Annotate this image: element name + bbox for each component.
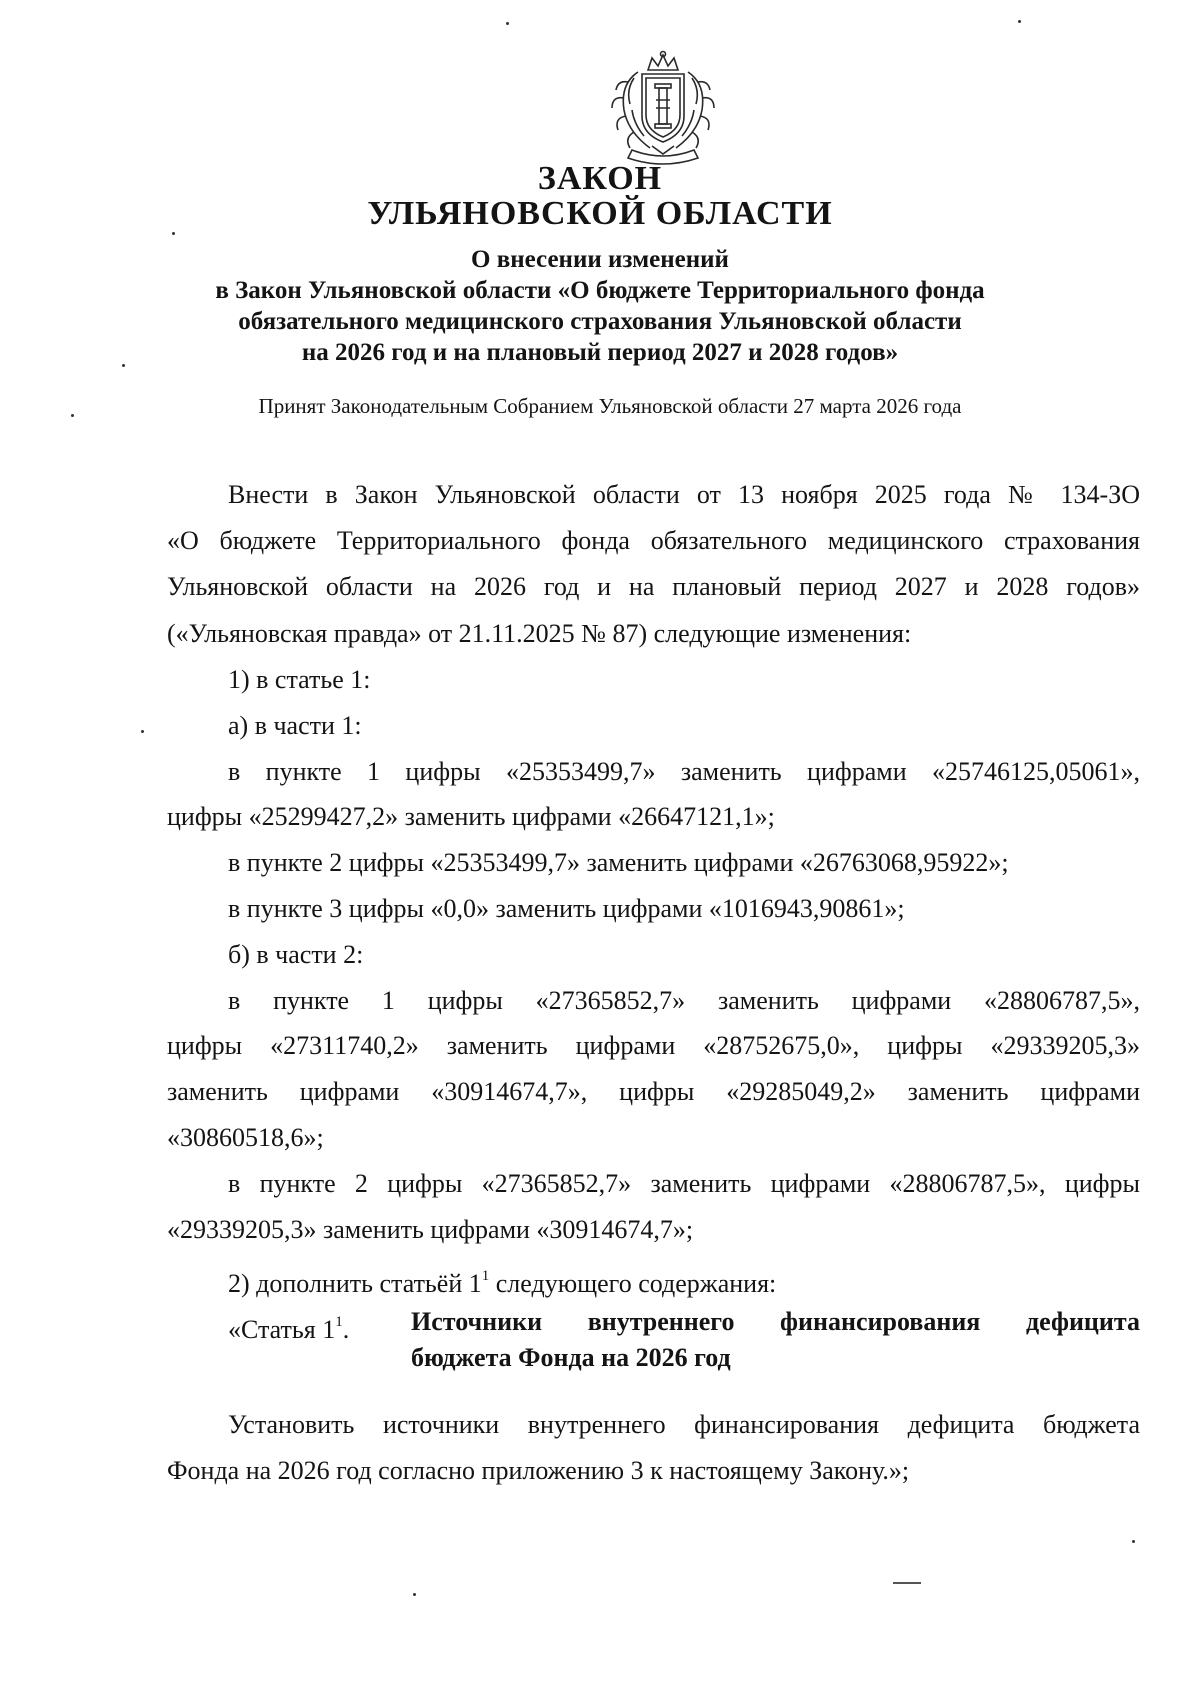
- law-title-line1: ЗАКОН: [537, 160, 663, 197]
- article-text-line1: Установить источники внутреннего финансирования дефицита бюджета: [228, 1410, 1140, 1439]
- article-label-superscript: 1: [335, 1314, 343, 1330]
- item-2-superscript: 1: [481, 1268, 490, 1284]
- part2-point1-line1: в пункте 1 цифры «27365852,7» заменить цифрами «28806787,5»,: [228, 986, 1140, 1015]
- law-subtitle-line4: на 2026 год и на плановый период 2027 и 2028 годов»: [301, 339, 899, 366]
- article-label-text: «Статья 1: [228, 1315, 336, 1344]
- item-1a: а) в части 1:: [228, 711, 362, 740]
- law-subtitle-line2: в Закон Ульяновской области «О бюджете Территориального фонда: [215, 277, 985, 304]
- intro-line-1: Внести в Закон Ульяновской области от 13 ноября 2025 года № 134-ЗО: [228, 480, 1140, 509]
- article-label-dot: .: [342, 1315, 350, 1344]
- part2-point2-line1: в пункте 2 цифры «27365852,7» заменить цифрами «28806787,5», цифры: [228, 1169, 1140, 1198]
- part2-point2-line2: «29339205,3» заменить цифрами «30914674,7»;: [167, 1215, 694, 1244]
- scan-speck: [1132, 1540, 1135, 1543]
- intro-line-4: («Ульяновская правда» от 21.11.2025 № 87) следующие изменения:: [167, 619, 912, 648]
- item-1: 1) в статье 1:: [228, 665, 371, 694]
- scan-speck: [122, 364, 125, 367]
- law-subtitle-line1: О внесении изменений: [471, 246, 729, 273]
- part2-point1-line4: «30860518,6»;: [167, 1123, 324, 1152]
- scan-speck: [172, 232, 175, 235]
- article-label: [228, 1305, 349, 1347]
- scan-speck: [141, 730, 144, 733]
- item-2-text: 2) дополнить статьёй 1: [228, 1269, 482, 1298]
- article-title-line1: Источники внутреннего финансирования дефицита: [411, 1307, 1140, 1336]
- intro-line-2: «О бюджете Территориального фонда обязательного медицинского страхования: [167, 526, 1140, 555]
- scan-mark: [893, 1582, 921, 1584]
- article-text-line2: Фонда на 2026 год согласно приложению 3 к настоящему Закону.»;: [167, 1456, 910, 1485]
- adoption-statement: Принят Законодательным Собранием Ульяновской области 27 марта 2026 года: [258, 394, 962, 418]
- item-2: [228, 1259, 776, 1301]
- intro-line-3: Ульяновской области на 2026 год и на плановый период 2027 и 2028 годов»: [167, 572, 1140, 601]
- scan-speck: [1018, 20, 1021, 23]
- part1-point3: в пункте 3 цифры «0,0» заменить цифрами «1016943,90861»;: [228, 894, 905, 923]
- part1-point2: в пункте 2 цифры «25353499,7» заменить цифрами «26763068,95922»;: [228, 848, 1009, 877]
- law-title-line2: УЛЬЯНОВСКОЙ ОБЛАСТИ: [367, 195, 833, 232]
- scan-speck: [506, 22, 509, 25]
- scan-speck: [71, 414, 74, 417]
- part1-point1-line2: цифры «25299427,2» заменить цифрами «26647121,1»;: [167, 802, 775, 831]
- item-2-text-end: следующего содержания:: [489, 1269, 777, 1298]
- item-1b: б) в части 2:: [228, 940, 364, 969]
- article-title-line2: бюджета Фонда на 2026 год: [411, 1343, 731, 1372]
- part2-point1-line3: заменить цифрами «30914674,7», цифры «29285049,2» заменить цифрами: [167, 1077, 1140, 1106]
- scan-speck: [413, 1593, 416, 1596]
- part1-point1-line1: в пункте 1 цифры «25353499,7» заменить цифрами «25746125,05061»,: [228, 757, 1140, 786]
- law-subtitle-line3: обязательного медицинского страхования Ульяновской области: [238, 308, 962, 335]
- part2-point1-line2: цифры «27311740,2» заменить цифрами «28752675,0», цифры «29339205,3»: [167, 1031, 1140, 1060]
- coat-of-arms-emblem: [598, 50, 728, 168]
